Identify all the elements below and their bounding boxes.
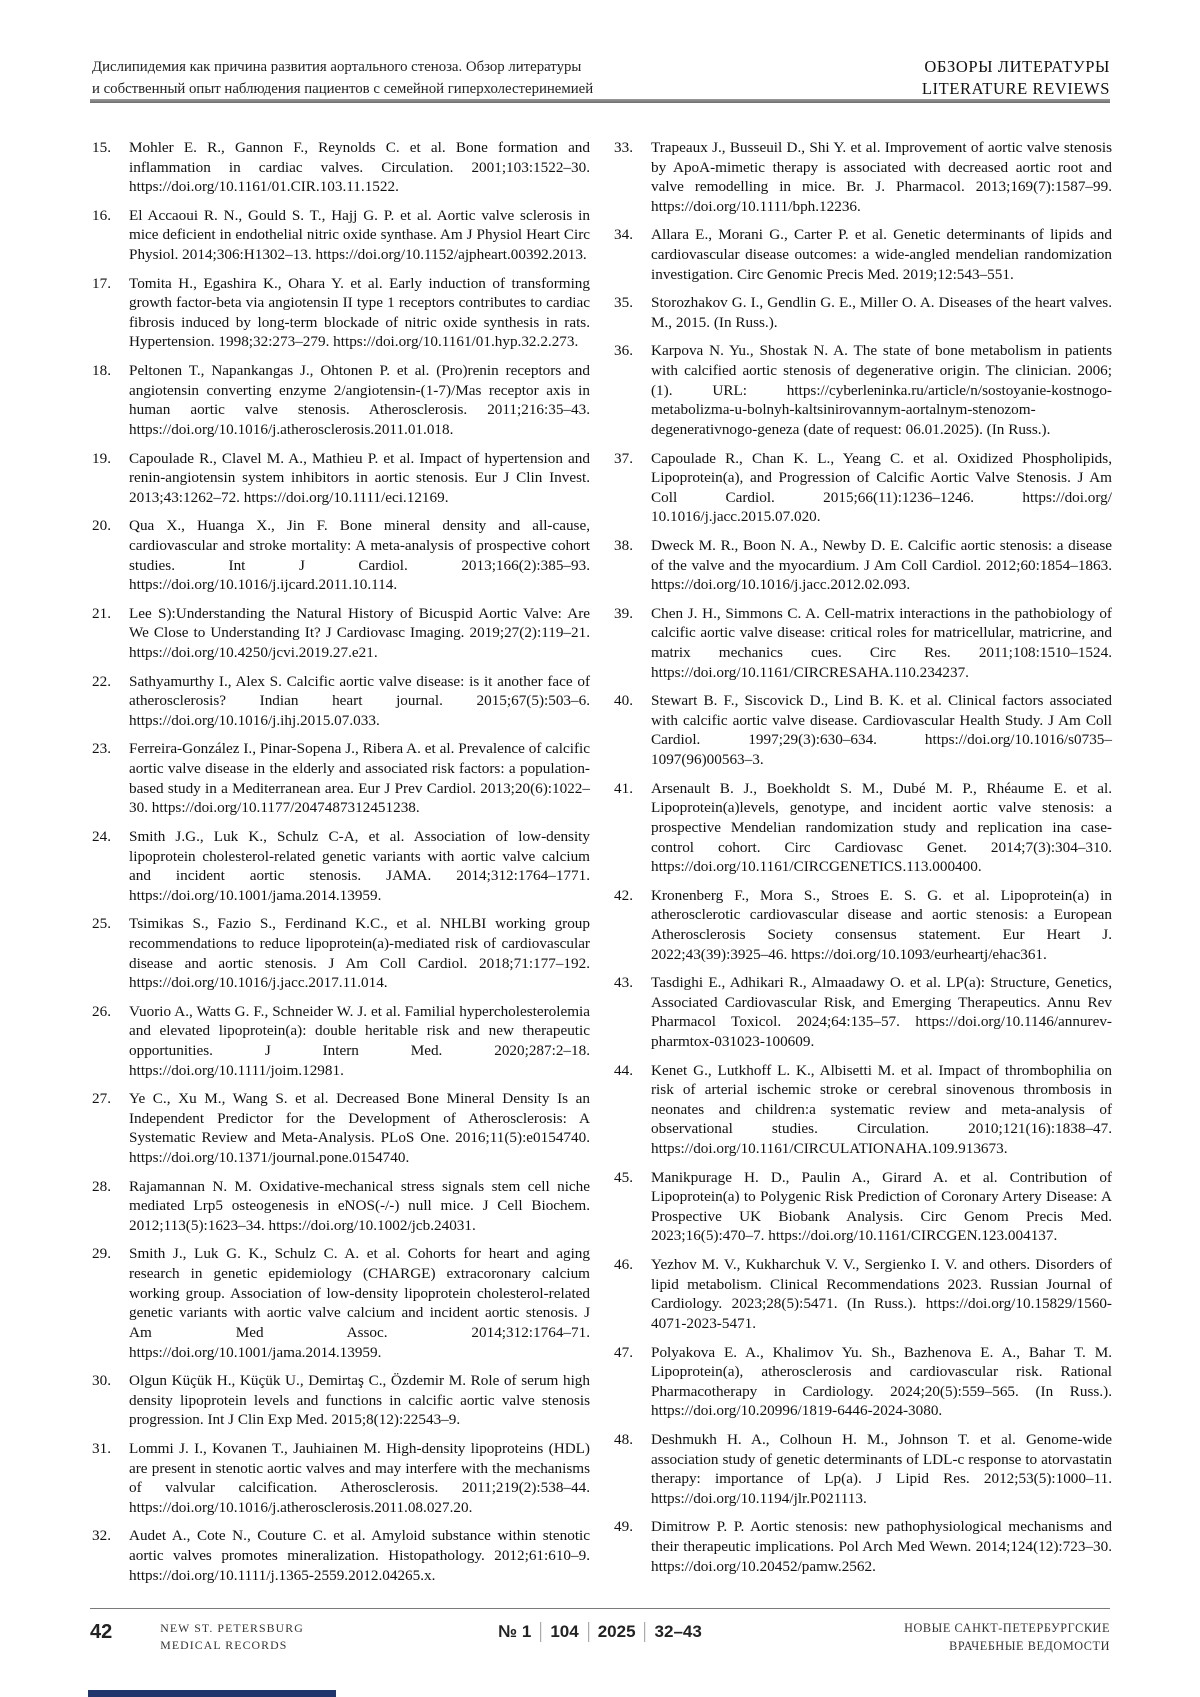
- reference-text: El Accaoui R. N., Gould S. T., Hajj G. P. et al. Aortic valve sclerosis in mice deficient in endothelial nitric oxide synthase. Am J Physiol Heart Circ Physiol. 2014;306:H1302–13. https://doi.org/10.1152/ajpheart.00392.2013.: [129, 206, 590, 264]
- reference-item: [92, 449, 590, 508]
- reference-number: 27.: [92, 1090, 111, 1108]
- reference-item: [614, 449, 1112, 527]
- reference-item: [92, 1526, 590, 1585]
- reference-text: Rajamannan N. M. Oxidative-mechanical stress signals stem cell niche mediated Lrp5 osteogenesis in eNOS(-/-) null mice. J Cell Biochem. 2012;113(5):1623–34. https://doi.org/10.1002/jcb.24031.: [129, 1177, 590, 1234]
- reference-text: Allara E., Morani G., Carter P. et al. Genetic determinants of lipids and cardiovascular disease outcomes: a wide-angled mendelian randomization investigation. Circ Genomic Precis Med. 2019;12:543–551.: [651, 226, 1112, 283]
- reference-item: [92, 274, 590, 352]
- reference-item: [92, 739, 590, 817]
- issue-pages: 32–43: [654, 1622, 702, 1641]
- reference-number: 35.: [614, 294, 633, 312]
- reference-number: 33.: [614, 139, 633, 156]
- reference-number: 16.: [92, 206, 111, 224]
- reference-text: Ye C., Xu M., Wang S. et al. Decreased Bone Mineral Density Is an Independent Predictor for the Development of Atherosclerosis: A Systematic Review and Meta-Analysis. PLoS One. 2016;11(5):e0154740. https://doi.org/10.1371/journal.pone.0154740.: [129, 1090, 590, 1167]
- page-footer: [90, 1608, 1110, 1655]
- reference-number: 26.: [92, 1002, 111, 1020]
- issue-separator: [588, 1622, 589, 1642]
- running-title: [92, 56, 593, 100]
- journal-name-en: [160, 1620, 304, 1654]
- header-rule: [90, 99, 1110, 103]
- reference-number: 31.: [92, 1439, 111, 1457]
- reference-item: [614, 973, 1112, 1051]
- reference-item: [614, 1430, 1112, 1508]
- reference-text: Smith J.G., Luk K., Schulz C-A, et al. Association of low-density lipoprotein cholesterol-related genetic variants with aortic valve calcium and incident aortic stenosis. JAMA. 2014;312:1764–1771. https://doi.org/10.1001/jama.2014.13959.: [129, 827, 590, 904]
- reference-item: [92, 138, 590, 197]
- reference-text: Lommi J. I., Kovanen T., Jauhiainen M. High-density lipoproteins (HDL) are present in stenotic aortic valves and may interfere with the mechanisms of valvular calcification. Atherosclerosis. 2011;219(2):538–44. https://doi.org/10.1016/j.atherosclerosis.2011.08.027.20.: [129, 1439, 590, 1516]
- reference-number: 43.: [614, 974, 633, 992]
- reference-number: 41.: [614, 779, 633, 797]
- reference-text: Yezhov M. V., Kukharchuk V. V., Sergienko I. V. and others. Disorders of lipid metabolism. Clinical Recommendations 2023. Russian Journal of Cardiology. 2023;28(5):5471. (In Russ.). https://doi.org/10.15829/1560-4071-2023-5471.: [651, 1256, 1112, 1332]
- reference-item: [92, 1244, 590, 1362]
- reference-number: 18.: [92, 362, 111, 380]
- references-section: [92, 138, 1112, 1594]
- reference-number: 38.: [614, 536, 633, 554]
- reference-item: [92, 914, 590, 992]
- reference-item: [614, 225, 1112, 284]
- reference-text: Mohler E. R., Gannon F., Reynolds C. et al. Bone formation and inflammation in cardiac valves. Circulation. 2001;103:1522–30. https://doi.org/10.1161/01.CIR.103.11.1522.: [129, 139, 590, 196]
- reference-text: Peltonen T., Napankangas J., Ohtonen P. et al. (Pro)renin receptors and angiotensin converting enzyme 2/angiotensin-(1-7)/Mas receptor axis in human aortic valve stenosis. Atherosclerosis. 2011;216:35–43. https://doi.org/10.1016/j.atherosclerosis.2011.01.018.: [129, 362, 590, 438]
- section-label: [922, 56, 1110, 101]
- reference-item: [92, 672, 590, 731]
- section-label-ru: ОБЗОРЫ ЛИТЕРАТУРЫ: [924, 57, 1110, 76]
- issue-volume: 104: [550, 1622, 579, 1641]
- issue-info: [498, 1622, 702, 1642]
- reference-text: Capoulade R., Clavel M. A., Mathieu P. et al. Impact of hypertension and renin-angiotensin system inhibitors in aortic stenosis. Eur J Clin Invest. 2013;43:1262–72. https://doi.org/10.1111/eci.12169.: [129, 449, 590, 506]
- reference-item: [614, 536, 1112, 595]
- reference-text: Storozhakov G. I., Gendlin G. E., Miller O. A. Diseases of the heart valves. M., 2015. (In Russ.).: [651, 294, 1112, 331]
- reference-text: Ferreira-González I., Pinar-Sopena J., Ribera A. et al. Prevalence of calcific aortic valve disease in the elderly and associated risk factors: a population-based study in a Mediterranean area. Eur J Prev Cardiol. 2013;20(6):1022–30. https://doi.org/10.1177/2047487312451238.: [129, 740, 590, 817]
- reference-item: [92, 1177, 590, 1236]
- reference-number: 24.: [92, 827, 111, 845]
- reference-text: Olgun Küçük H., Küçük U., Demirtaş C., Özdemir M. Role of serum high density lipoprotein levels and functions in calcific aortic valve stenosis progression. Int J Clin Exp Med. 2015;8(12):22543–9.: [129, 1372, 590, 1429]
- references-column-right: [614, 138, 1112, 1594]
- reference-number: 36.: [614, 342, 633, 360]
- section-label-en: LITERATURE REVIEWS: [921, 79, 1110, 99]
- reference-item: [614, 886, 1112, 964]
- reference-item: [614, 1168, 1112, 1246]
- reference-number: 28.: [92, 1177, 111, 1195]
- reference-item: [92, 1002, 590, 1080]
- reference-number: 25.: [92, 915, 111, 933]
- reference-text: Arsenault B. J., Boekholdt S. M., Dubé M. P., Rhéaume E. et al. Lipoprotein(a)levels, genotype, and incident aortic valve stenosis: a prospective Mendelian randomization study and replication ina case-control cohort. Circ Cardiovasc Genet. 2014;7(3):304–310. https://doi.org/10.1161/CIRCGENETICS.113.000400.: [651, 779, 1112, 876]
- page-header: [92, 56, 1110, 101]
- reference-text: Tasdighi E., Adhikari R., Almaadawy O. et al. LP(a): Structure, Genetics, Associated Cardiovascular Risk, and Emerging Therapeutics. Annu Rev Pharmacol Toxicol. 2024;64:135–57. https://doi.org/10.1146/annurev-pharmtox-031023-100609.: [651, 974, 1112, 1050]
- footer-row: [90, 1620, 1110, 1655]
- reference-number: 49.: [614, 1518, 633, 1536]
- reference-number: 23.: [92, 740, 111, 758]
- reference-item: [614, 341, 1112, 439]
- reference-number: 48.: [614, 1430, 633, 1448]
- reference-item: [614, 1061, 1112, 1159]
- reference-item: [92, 361, 590, 439]
- bottom-accent-bar: [88, 1690, 336, 1697]
- issue-separator: [540, 1622, 541, 1642]
- reference-item: [92, 1371, 590, 1430]
- reference-text: Stewart B. F., Siscovick D., Lind B. K. et al. Clinical factors associated with calcific aortic valve disease. Cardiovascular Health Study. J Am Coll Cardiol. 1997;29(3):630–634. https://doi.org/10.1016/s0735–1097(96)00563–3.: [651, 692, 1112, 769]
- reference-text: Dimitrow P. P. Aortic stenosis: new pathophysiological mechanisms and their therapeutic implications. Pol Arch Med Wewn. 2014;124(12):723–30. https://doi.org/10.20452/pamw.2562.: [651, 1518, 1112, 1575]
- reference-number: 45.: [614, 1168, 633, 1186]
- reference-text: Sathyamurthy I., Alex S. Calcific aortic valve disease: is it another face of atherosclerosis? Indian heart journal. 2015;67(5):503–6. https://doi.org/10.1016/j.ihj.2015.07.033.: [129, 672, 590, 729]
- journal-name-ru-line1: НОВЫЕ САНКТ-ПЕТЕРБУРГСКИЕ: [904, 1621, 1110, 1635]
- reference-text: Trapeaux J., Busseuil D., Shi Y. et al. Improvement of aortic valve stenosis by ApoA-mimetic therapy is associated with decreased aortic root and valve remodelling in mice. Br. J. Pharmacol. 2013;169(7):1587–99. https://doi.org/10.1111/bph.12236.: [651, 139, 1112, 215]
- reference-number: 37.: [614, 449, 633, 467]
- reference-number: 40.: [614, 692, 633, 710]
- reference-item: [614, 138, 1112, 216]
- reference-item: [92, 516, 590, 594]
- reference-item: [92, 1439, 590, 1517]
- reference-text: Capoulade R., Chan K. L., Yeang C. et al. Oxidized Phospholipids, Lipoprotein(a), and Progression of Calcific Aortic Valve Stenosis. J Am Coll Cardiol. 2015;66(11):1236–1246. https://doi.org/ 10.1016/j.jacc.2015.07.020.: [651, 449, 1112, 526]
- reference-item: [614, 1255, 1112, 1333]
- reference-text: Audet A., Cote N., Couture C. et al. Amyloid substance within stenotic aortic valves promotes mineralization. Histopathology. 2012;61:610–9. https://doi.org/10.1111/j.1365-2559.2012.04265.x.: [129, 1527, 590, 1584]
- journal-name-ru-line2: ВРАЧЕБНЫЕ ВЕДОМОСТИ: [949, 1638, 1110, 1653]
- issue-separator: [645, 1622, 646, 1642]
- issue-number: № 1: [498, 1622, 532, 1641]
- reference-number: 17.: [92, 274, 111, 292]
- reference-text: Vuorio A., Watts G. F., Schneider W. J. et al. Familial hypercholesterolemia and elevated lipoprotein(a): double heritable risk and new therapeutic opportunities. J Intern Med. 2020;287:2–18. https://doi.org/10.1111/joim.12981.: [129, 1002, 590, 1079]
- reference-number: 15.: [92, 139, 111, 156]
- reference-text: Kenet G., Lutkhoff L. K., Albisetti M. et al. Impact of thrombophilia on risk of arterial ischemic stroke or cerebral sinovenous thrombosis in neonates and children:a systematic review and meta-analysis of observational studies. Circulation. 2010;121(16):1838–47. https://doi.org/10.1161/CIRCULATIONAHA.109.913673.: [651, 1061, 1112, 1158]
- page-number: 42: [90, 1621, 113, 1643]
- reference-item: [614, 691, 1112, 769]
- journal-name-ru: [904, 1620, 1110, 1655]
- reference-text: Kronenberg F., Mora S., Stroes E. S. G. et al. Lipoprotein(a) in atherosclerotic cardiovascular disease and aortic stenosis: a European Atherosclerosis Society consensus statement. Eur Heart J. 2022;43(39):3925–46. https://doi.org/10.1093/eurheartj/ehac361.: [651, 886, 1112, 963]
- issue-year: 2025: [597, 1622, 636, 1641]
- reference-number: 34.: [614, 226, 633, 244]
- reference-item: [614, 604, 1112, 682]
- reference-text: Qua X., Huanga X., Jin F. Bone mineral density and all-cause, cardiovascular and stroke mortality: A meta-analysis of prospective cohort studies. Int J Cardiol. 2013;166(2):385–93. https://doi.org/10.1016/j.ijcard.2011.10.114.: [129, 517, 590, 594]
- reference-number: 21.: [92, 604, 111, 622]
- journal-name-en-line2: MEDICAL RECORDS: [160, 1638, 288, 1653]
- reference-number: 42.: [614, 886, 633, 904]
- reference-item: [614, 779, 1112, 877]
- reference-item: [92, 827, 590, 905]
- reference-item: [614, 293, 1112, 332]
- reference-item: [614, 1343, 1112, 1421]
- reference-text: Tsimikas S., Fazio S., Ferdinand K.C., et al. NHLBI working group recommendations to reduce lipoprotein(a)-mediated risk of cardiovascular disease and aortic stenosis. J Am Coll Cardiol. 2018;71:177–192. https://doi.org/10.1016/j.jacc.2017.11.014.: [129, 915, 590, 992]
- reference-text: Dweck M. R., Boon N. A., Newby D. E. Calcific aortic stenosis: a disease of the valve and the myocardium. J Am Coll Cardiol. 2012;60:1854–1863. https://doi.org/10.1016/j.jacc.2012.02.093.: [651, 536, 1112, 594]
- reference-number: 29.: [92, 1245, 111, 1263]
- reference-text: Chen J. H., Simmons C. A. Cell-matrix interactions in the pathobiology of calcific aortic valve disease: critical roles for matricellular, matricrine, and matrix mechanics cues. Circ Res. 2011;108:1510–1524. https://doi.org/10.1161/CIRCRESAHA.110.234237.: [651, 604, 1112, 681]
- reference-number: 19.: [92, 449, 111, 467]
- reference-number: 30.: [92, 1372, 111, 1390]
- journal-name-en-line1: NEW ST. PETERSBURG: [160, 1621, 304, 1635]
- reference-number: 22.: [92, 672, 111, 690]
- reference-text: Manikpurage H. D., Paulin A., Girard A. et al. Contribution of Lipoprotein(a) to Polygenic Risk Prediction of Coronary Artery Disease: A Prospective UK Biobank Analysis. Circ Genom Precis Med. 2023;16(5):470–7. https://doi.org/10.1161/CIRCGEN.123.004137.: [651, 1168, 1112, 1245]
- reference-text: Lee S):Understanding the Natural History of Bicuspid Aortic Valve: Are We Close to Understanding It? J Cardiovasc Imaging. 2019;27(2):119–21. https://doi.org/10.4250/jcvi.2019.27.e21.: [129, 604, 590, 662]
- running-title-line2: и собственный опыт наблюдения пациентов с семейной гиперхолестеринемией: [92, 81, 594, 98]
- reference-text: Karpova N. Yu., Shostak N. A. The state of bone metabolism in patients with calcified aortic stenosis of degenerative origin. The clinician. 2006;(1). URL: https://cyberleninka.ru/article/n/sostoyanie-kostnogo-metabolizma-u-bolnyh-kaltsinirovannym-aortalnym-stenozom-degenerativnogo-geneza (date of request: 06.01.2025). (In Russ.).: [651, 342, 1112, 438]
- references-column-left: [92, 138, 590, 1594]
- reference-item: [92, 604, 590, 663]
- reference-text: Polyakova E. A., Khalimov Yu. Sh., Bazhenova E. A., Bahar T. M. Lipoprotein(a), atherosclerosis and cardiovascular risk. Rational Pharmacotherapy in Cardiology. 2024;20(5):559–565. (In Russ.). https://doi.org/10.20996/1819-6446-2024-3080.: [651, 1343, 1112, 1420]
- reference-text: Tomita H., Egashira K., Ohara Y. et al. Early induction of transforming growth factor-beta via angiotensin II type 1 receptors contributes to cardiac fibrosis induced by long-term blockade of nitric oxide synthesis in rats. Hypertension. 1998;32:273–279. https://doi.org/10.1161/01.hyp.32.2.273.: [129, 274, 590, 351]
- reference-number: 44.: [614, 1061, 633, 1079]
- reference-number: 46.: [614, 1256, 633, 1274]
- reference-text: Smith J., Luk G. K., Schulz C. A. et al. Cohorts for heart and aging research in genetic epidemiology (CHARGE) extracoronary calcium working group. Association of low-density lipoprotein cholesterol-related genetic variants with aortic valve calcium and incident aortic stenosis. J Am Med Assoc. 2014;312:1764–71. https://doi.org/10.1001/jama.2014.13959.: [129, 1245, 590, 1361]
- reference-item: [92, 1089, 590, 1167]
- reference-number: 32.: [92, 1527, 111, 1545]
- reference-item: [614, 1517, 1112, 1576]
- reference-number: 47.: [614, 1343, 633, 1361]
- reference-number: 20.: [92, 517, 111, 535]
- reference-number: 39.: [614, 604, 633, 622]
- running-title-line1: Дислипидемия как причина развития аортального стеноза. Обзор литературы: [92, 59, 582, 76]
- reference-text: Deshmukh H. A., Colhoun H. M., Johnson T. et al. Genome-wide association study of genetic determinants of LDL-c response to atorvastatin therapy: importance of Lp(a). J Lipid Res. 2012;53(5):1000–11. https://doi.org/10.1194/jlr.P021113.: [651, 1430, 1112, 1507]
- reference-item: [92, 206, 590, 265]
